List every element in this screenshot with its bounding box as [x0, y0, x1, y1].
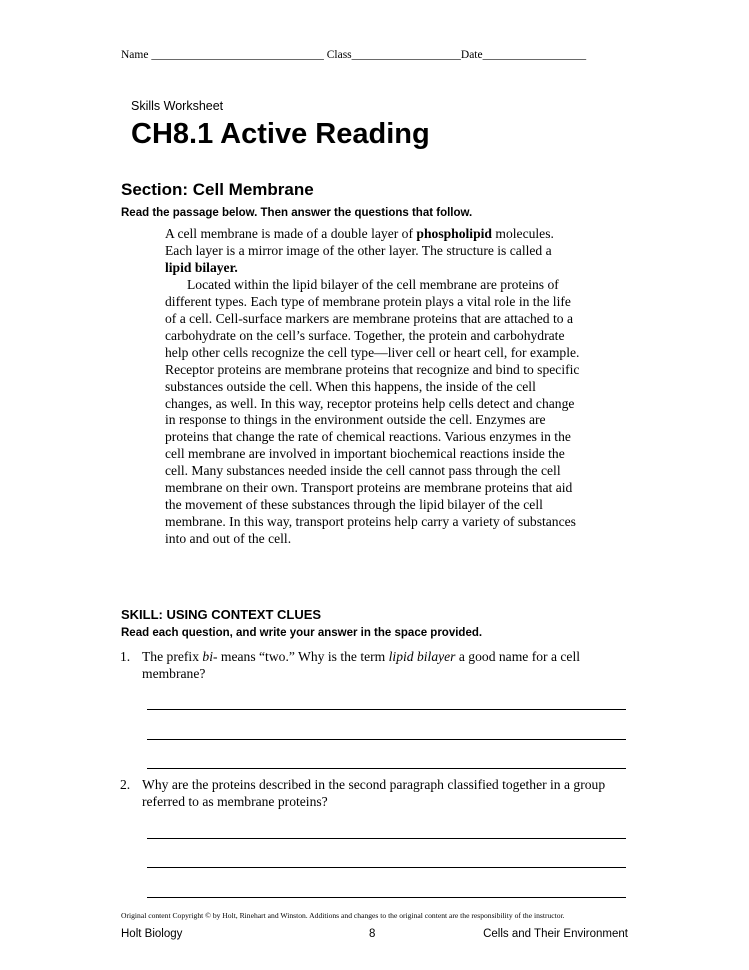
copyright-notice: Original content Copyright © by Holt, Rinehart and Winston. Additions and changes to the original content are the responsibility of the instructor. [121, 911, 565, 920]
question-text: Why are the proteins described in the second paragraph classified together in a group referred to as membrane proteins? [142, 777, 606, 809]
question-text: The prefix bi- means “two.” Why is the term lipid bilayer a good name for a cell membrane? [142, 649, 581, 681]
answer-line[interactable] [147, 768, 626, 769]
answer-line[interactable] [147, 867, 626, 868]
student-info-header [121, 49, 586, 61]
reading-passage [165, 226, 580, 548]
answer-line[interactable] [147, 739, 626, 740]
answer-line[interactable] [147, 709, 626, 710]
footer-page-number: 8 [369, 928, 376, 940]
question-1 [120, 648, 630, 682]
name-label: Name [121, 49, 149, 61]
answer-line[interactable] [147, 897, 626, 898]
answer-line[interactable] [147, 838, 626, 839]
name-field[interactable]: ______________________________ [151, 49, 324, 61]
worksheet-label: Skills Worksheet [131, 99, 224, 113]
question-number: 2. [120, 777, 131, 792]
class-field[interactable]: ___________________ [351, 49, 461, 61]
term-phospholipid: phospholipid [416, 226, 492, 241]
footer-chapter-title: Cells and Their Environment [483, 928, 628, 940]
footer-book-title: Holt Biology [121, 928, 183, 940]
skill-heading: SKILL: USING CONTEXT CLUES [121, 607, 322, 622]
passage-instructions: Read the passage below. Then answer the questions that follow. [121, 207, 473, 219]
questions-instructions: Read each question, and write your answer in the space provided. [121, 627, 483, 639]
date-field[interactable]: __________________ [482, 49, 587, 61]
term-lipid-bilayer: lipid bilayer. [165, 259, 238, 275]
question-number: 1. [120, 649, 131, 664]
date-label: Date [460, 49, 483, 61]
section-title: Section: Cell Membrane [121, 180, 314, 199]
class-label: Class [326, 49, 352, 61]
passage-paragraph-1: A cell membrane is made of a double layer of phospholipid molecules. Each layer is a mirror image of the other layer. The structure is called a lipid bilayer. [165, 226, 554, 275]
passage-paragraph-2: Located within the lipid bilayer of the cell membrane are proteins of different types. Each type of membrane protein plays a vital role in the life of a cell. Cell-surface markers are membrane proteins that are attached to a carbohydrate on the cell’s surface. Together, the protein and carbohydrate help other cells recognize the cell type—liver cell or heart cell, for example. Receptor proteins are membrane proteins that recognize and bind to specific substances outside the cell. When this happens, the inside of the cell changes, as well. In this way, receptor proteins help cells detect and change in response to things in the environment outside the cell. Enzymes are proteins that change the rate of chemical reactions. Various enzymes in the cell membrane are involved in important biochemical reactions inside the cell. Many substances needed inside the cell cannot pass through the cell membrane on their own. Transport proteins are membrane proteins that aid the movement of these substances through the lipid bilayer of the cell membrane. In this way, transport proteins help carry a variety of substances into and out of the cell. [165, 276, 580, 547]
page-title: CH8.1 Active Reading [131, 118, 430, 150]
question-2 [120, 776, 630, 810]
